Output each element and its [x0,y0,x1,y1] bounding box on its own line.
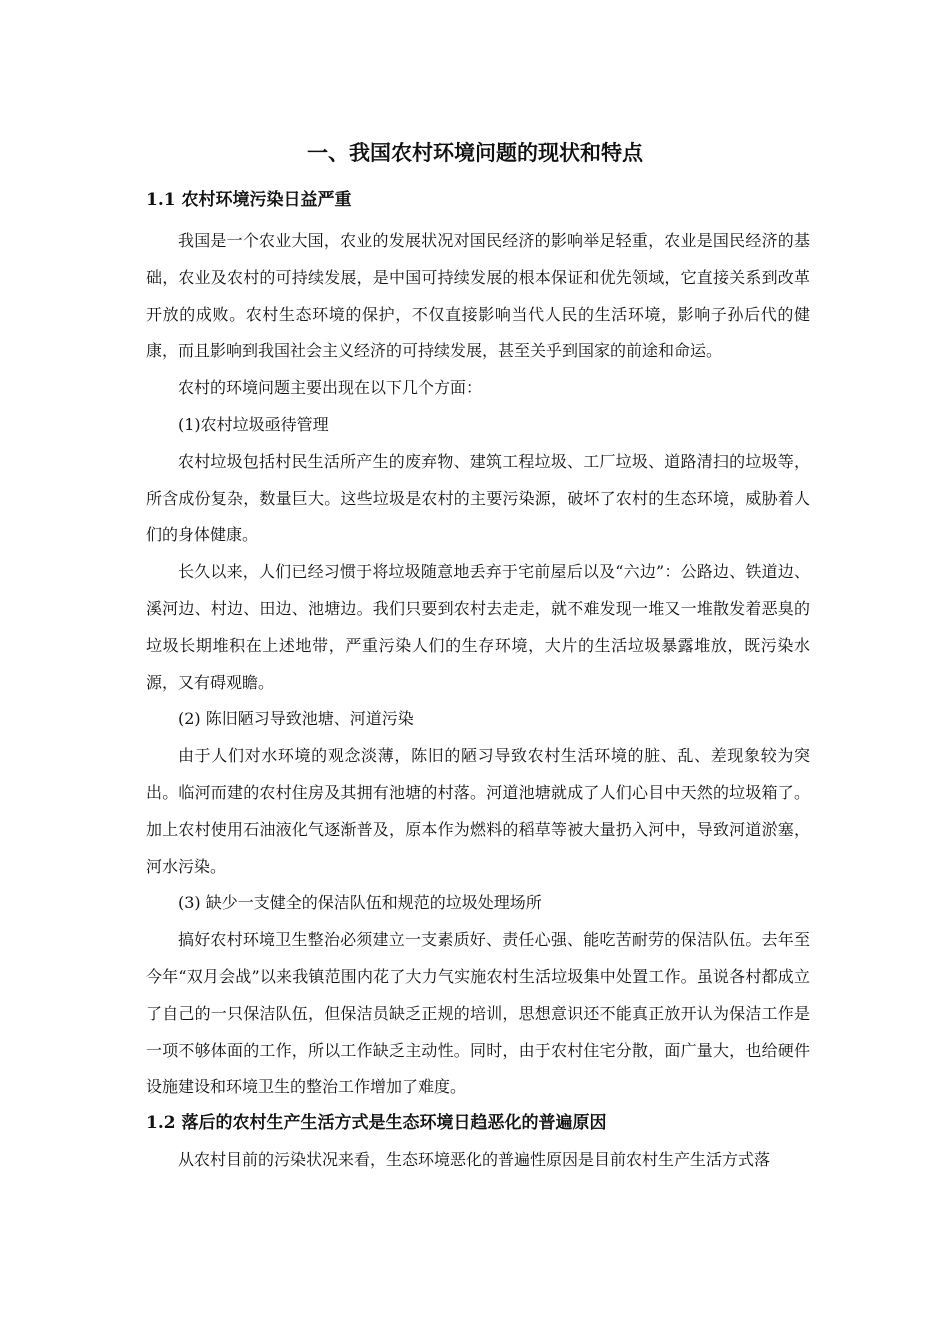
paragraph: 由于人们对水环境的观念淡薄，陈旧的陋习导致农村生活环境的脏、乱、差现象较为突出。临河而建的农村住房及其拥有池塘的村落。河道池塘就成了人们心目中天然的垃圾箱了。加上农村使用石油液化气逐渐普及，原本作为燃料的稻草等被大量扔入河中，导致河道淤塞，河水污染。 [146,746,810,876]
document-title: 一、我国农村环境问题的现状和特点 [307,140,643,165]
paragraph: 我国是一个农业大国，农业的发展状况对国民经济的影响举足轻重，农业是国民经济的基础，农业及农村的可持续发展，是中国可持续发展的根本保证和优先领域，它直接关系到改革开放的成败。农村生态环境的保护，不仅直接影响当代人民的生活环境，影响子孙后代的健康，而且影响到我国社会主义经济的可持续发展，甚至关乎到国家的前途和命运。 [146,231,810,361]
list-item-heading: (3) 缺少一支健全的保洁队伍和规范的垃圾处理场所 [178,893,542,913]
list-item-heading: (1)农村垃圾亟待管理 [178,414,329,434]
section-1-2-heading: 1.2 落后的农村生产生活方式是生态环境日趋恶化的普遍原因 [146,1113,607,1134]
paragraph: 农村垃圾包括村民生活所产生的废弃物、建筑工程垃圾、工厂垃圾、道路清扫的垃圾等，所含成份复杂，数量巨大。这些垃圾是农村的主要污染源，破坏了农村的生态环境，威胁着人们的身体健康。 [146,451,810,545]
section-1-1-heading: 1.1 农村环境污染日益严重 [146,190,352,210]
list-item-heading: (2) 陈旧陋习导致池塘、河道污染 [178,709,414,729]
paragraph: 从农村目前的污染状况来看，生态环境恶化的普遍性原因是目前农村生产生活方式落 [178,1150,771,1170]
paragraph: 长久以来，人们已经习惯于将垃圾随意地丢弃于宅前屋后以及“六边”：公路边、铁道边、溪河边、村边、田边、池塘边。我们只要到农村去走走，就不难发现一堆又一堆散发着恶臭的垃圾长期堆积在上述地带，严重污染人们的生存环境，大片的生活垃圾暴露堆放，既污染水源，又有碍观瞻。 [146,562,810,692]
paragraph: 农村的环境问题主要出现在以下几个方面： [178,378,483,398]
document-body [146,185,810,1178]
paragraph: 搞好农村环境卫生整治必须建立一支素质好、责任心强、能吃苦耐劳的保洁队伍。去年至今年“双月会战”以来我镇范围内花了大力气实施农村生活垃圾集中处置工作。虽说各村都成立了自己的一只保洁队伍，但保洁员缺乏正规的培训，思想意识还不能真正放开认为保洁工作是一项不够体面的工作，所以工作缺乏主动性。同时，由于农村住宅分散，面广量大，也给硬件设施建设和环境卫生的整治工作增加了难度。 [146,930,810,1097]
